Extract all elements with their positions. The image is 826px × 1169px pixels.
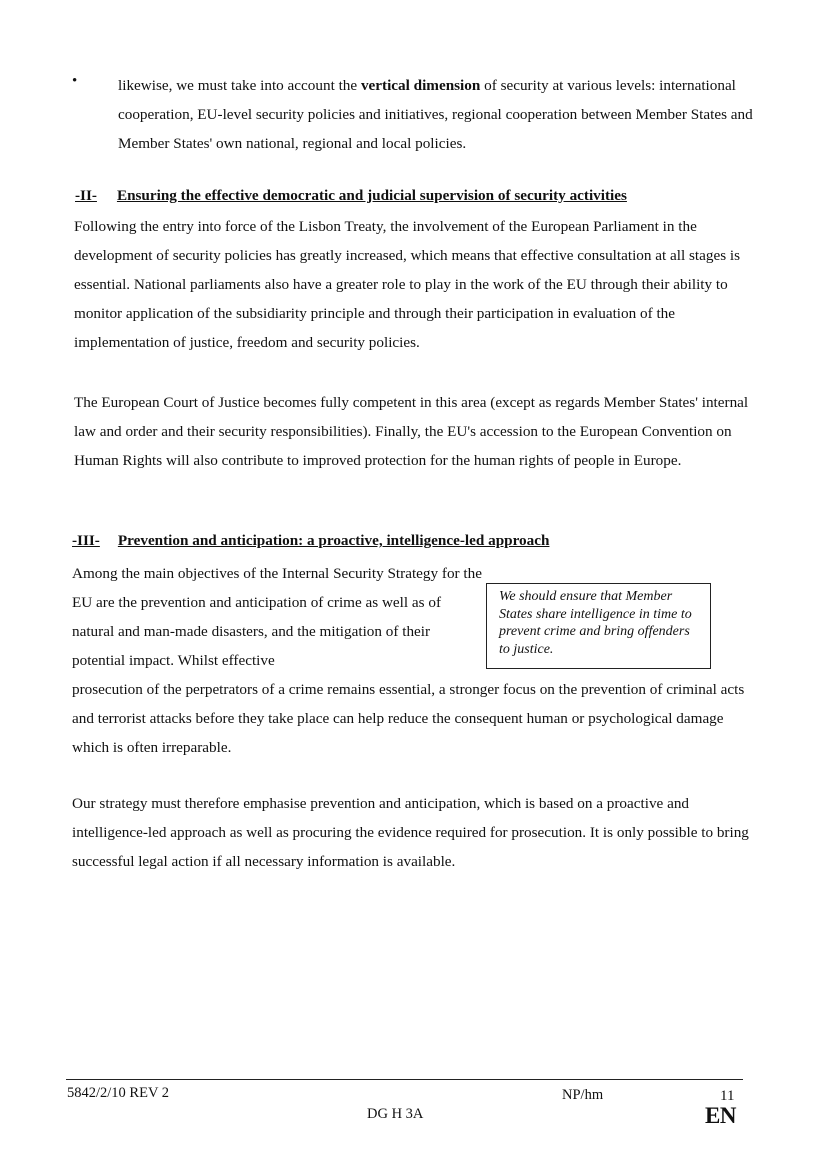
page-number: 11 [720,1088,735,1104]
bullet-marker: • [72,73,78,89]
section-2-paragraph-1: Following the entry into force of the Lisbon Treaty, the involvement of the European Parliament in the development of security policies has greatly increased, which means that effective consultation at all stages is essential. National parliaments also have a greater role to play in the work of the EU through their ability to monitor application of the subsidiarity principle and through their participation in evaluation of the implementation of justice, freedom and security policies. [74,218,741,351]
bullet-text-start: likewise, we must take into account the [118,77,361,94]
bullet-paragraph [118,71,758,158]
footer-rule [66,1079,743,1080]
callout-box: We should ensure that Member States share intelligence in time to prevent crime and bring offenders to justice. [486,583,711,669]
department-code: DG H 3A [367,1106,424,1122]
section-2-title: Ensuring the effective democratic and judicial supervision of security activities [116,187,627,204]
bullet-text-end: of security at various levels: international cooperation, EU-level security policies and initiatives, regional cooperation between Member States and Member States' own national, regional and local policies. [118,77,753,152]
section-3-title: Prevention and anticipation: a proactive, intelligence-led approach [117,532,550,549]
bullet-emphasis: vertical dimension [360,77,481,94]
section-2-paragraph-2: The European Court of Justice becomes fully competent in this area (except as regards Member States' internal law and order and their security responsibilities). Finally, the EU's accession to the European Convention on Human Rights will also contribute to improved protection for the human rights of people in Europe. [74,394,749,469]
document-reference: 5842/2/10 REV 2 [67,1085,170,1101]
language-code: EN [705,1103,736,1128]
section-2-number: -II- [75,187,97,204]
section-3-paragraph-2: Our strategy must therefore emphasise prevention and anticipation, which is based on a proactive and intelligence-led approach as well as procuring the evidence required for prosecution. It is only possible to bring successful legal action if all necessary information is available. [72,795,749,870]
section-3-paragraph-1-end: prosecution of the perpetrators of a crime remains essential, a stronger focus on the prevention of criminal acts and terrorist attacks before they take place can help reduce the consequent human or psychological damage which is often irreparable. [72,681,745,756]
section-3-number: -III- [72,532,100,549]
section-3-paragraph-1-start: Among the main objectives of the Internal Security Strategy for the EU are the prevention and anticipation of crime as well as of natural and man-made disasters, and the mitigation of their potential impact. Whilst effective [72,565,482,669]
author-initials: NP/hm [562,1087,604,1103]
section-3-heading [72,532,549,550]
section-2-heading [75,187,627,205]
